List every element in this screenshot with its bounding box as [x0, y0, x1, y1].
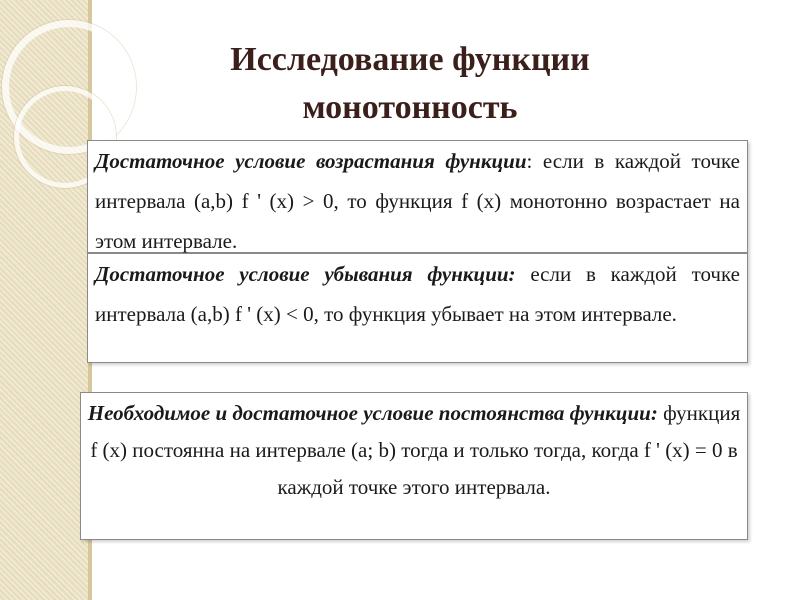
constant-condition-box [80, 392, 748, 540]
increasing-condition-text [95, 141, 740, 261]
decreasing-condition-body: если в каждой точке интервала (a,b) f ' (x) < 0, то функция убывает на этом интервале. [95, 262, 740, 326]
increasing-condition-body: : если в каждой точке интервала (a,b) f ' (x) > 0, то функция f (x) монотонно возрастает на этом интервале. [95, 149, 740, 253]
increasing-condition-box [87, 140, 748, 253]
decreasing-condition-term: Достаточное условие убывания функции: [95, 262, 516, 286]
constant-condition-term: Необходимое и достаточное условие постоянства функции: [87, 401, 658, 425]
increasing-condition-term: Достаточное условие возрастания функции [95, 149, 527, 173]
decreasing-condition-text [95, 254, 740, 334]
title-line-1: Исследование функции [230, 41, 590, 78]
decreasing-condition-box [87, 253, 748, 363]
constant-condition-text [87, 393, 741, 506]
slide-title [100, 36, 720, 132]
title-line-2: монотонность [302, 89, 518, 126]
constant-condition-body: функция f (x) постоянна на интервале (a; b) тогда и только тогда, когда f ' (x) = 0 в каждой точке этого интервала. [90, 401, 741, 499]
